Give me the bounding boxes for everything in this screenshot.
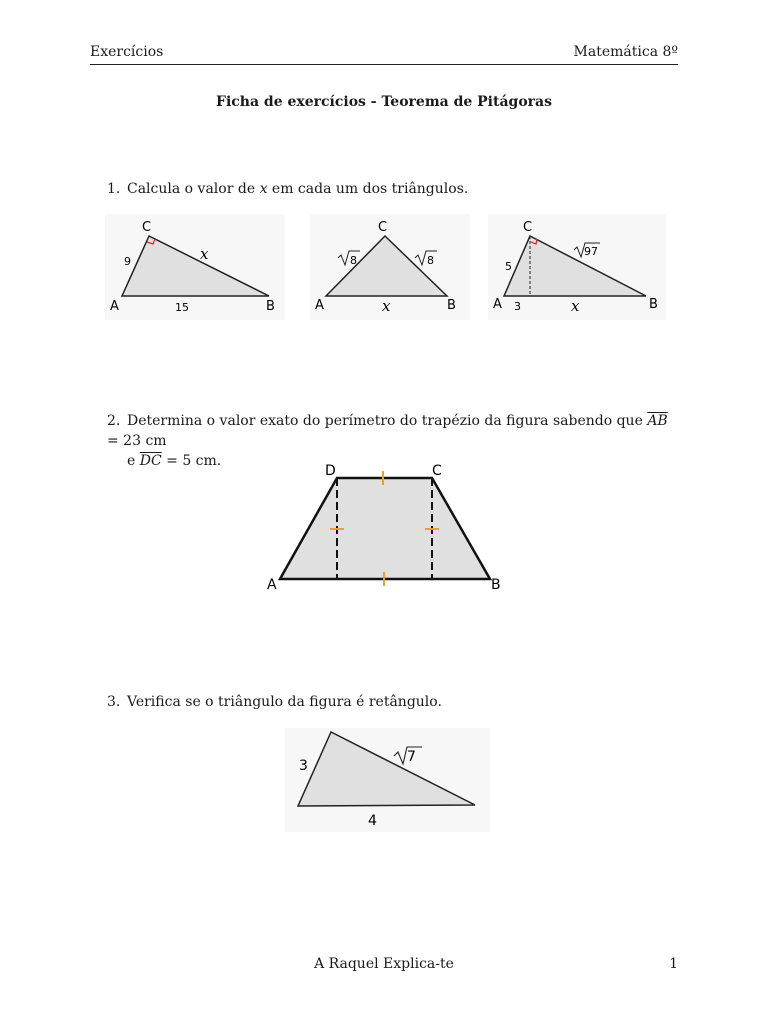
- q1-t1-label-a: A: [110, 299, 119, 314]
- q1-t2-side-ac: 8: [350, 254, 357, 267]
- footer-text: A Raquel Explica-te: [314, 956, 454, 972]
- q1-t3-label-b: B: [649, 297, 658, 312]
- q1-t1-side-ac: 9: [124, 255, 131, 268]
- question-2-text-1: Determina o valor exato do perímetro do trapézio da figura sabendo que: [127, 413, 648, 429]
- question-1: [107, 179, 468, 199]
- question-2-number: 2.: [107, 413, 121, 429]
- question-1-text-before: Calcula o valor de: [127, 181, 260, 197]
- q2-trapezoid-shape: [280, 478, 490, 579]
- q3-triangle: [285, 728, 490, 832]
- question-2-text-2: e: [127, 453, 140, 469]
- header-rule: [90, 64, 678, 65]
- q1-t3-side-cb: 97: [584, 245, 598, 258]
- q1-t2-side-ab: x: [382, 297, 391, 315]
- q1-t2-label-c: C: [378, 220, 388, 235]
- q3-side-left: 3: [299, 758, 308, 774]
- q1-t3-seg-left: 3: [514, 300, 521, 313]
- q1-t3-side-ac: 5: [505, 260, 512, 273]
- q1-t3-seg-right: x: [571, 297, 580, 315]
- q1-t2-side-cb: 8: [427, 254, 434, 267]
- q2-label-c: C: [432, 463, 442, 479]
- question-3-text: Verifica se o triângulo da figura é retângulo.: [127, 694, 442, 710]
- q2-label-b: B: [491, 577, 501, 593]
- q1-t2-label-a: A: [315, 298, 324, 313]
- q1-triangle-3: [488, 214, 666, 320]
- question-2-line-1: [107, 411, 682, 451]
- question-1-number: 1.: [107, 181, 121, 197]
- question-1-text-after: em cada um dos triângulos.: [267, 181, 469, 197]
- q1-t1-label-b: B: [266, 299, 275, 314]
- question-2-segment-dc: $\overline{DC}$: [139, 453, 162, 469]
- question-2-eq-2: = 5 cm.: [161, 453, 222, 469]
- q3-side-right: 7: [407, 749, 416, 765]
- q1-t1-label-c: C: [142, 220, 152, 235]
- q1-triangle-1: [105, 214, 285, 320]
- q2-label-d: D: [325, 463, 336, 479]
- question-1-var: x: [259, 181, 268, 197]
- q1-t3-label-a: A: [493, 297, 502, 312]
- q2-trapezoid: [262, 460, 512, 595]
- q2-label-a: A: [267, 577, 277, 593]
- q1-t2-label-b: B: [447, 298, 456, 313]
- question-3: [107, 692, 442, 712]
- header-right: Matemática 8º: [573, 44, 678, 60]
- question-2-segment-ab: $\overline{AB}$: [647, 413, 668, 429]
- header-left: Exercícios: [90, 44, 164, 60]
- q1-t1-side-cb: x: [200, 245, 209, 263]
- q1-triangle-2: [310, 214, 470, 320]
- page-title: Ficha de exercícios - Teorema de Pitágoras: [216, 94, 552, 110]
- q1-t1-side-ab: 15: [175, 301, 189, 314]
- q1-t3-label-c: C: [523, 220, 533, 235]
- q3-side-bottom: 4: [368, 813, 377, 829]
- question-2-eq-1: = 23 cm: [107, 433, 167, 449]
- page-number: 1: [669, 956, 678, 972]
- question-3-number: 3.: [107, 694, 121, 710]
